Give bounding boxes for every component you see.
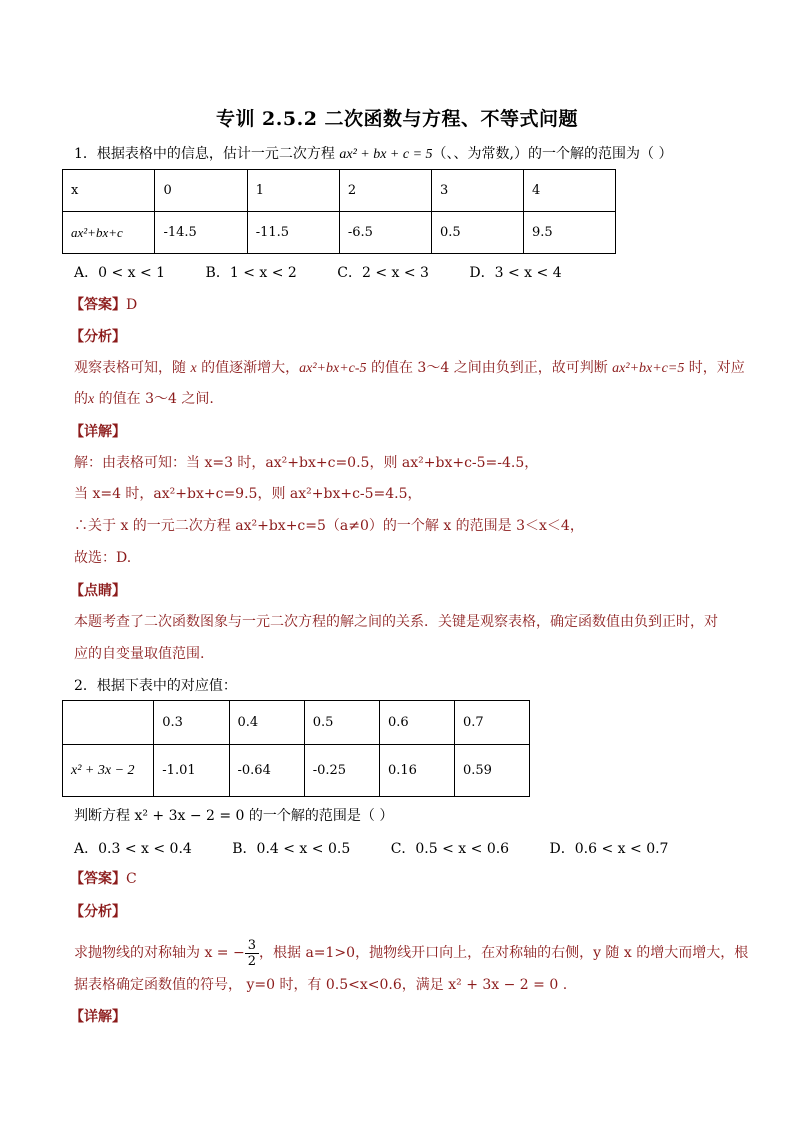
table-cell: -14.5 [155, 212, 247, 254]
q1-stem-post: （、、为常数,）的一个解的范围为（ ） [432, 146, 673, 162]
option-a[interactable]: A．0 < x < 1 [74, 265, 166, 281]
q2-analysis-line-2: 据表格确定函数值的符号， y=0 时，有 0.5<x<0.6，满足 x² + 3x − 2 = 0 . [74, 977, 568, 993]
q1-detail-line-2: 当 x=4 时，ax²+bx+c=9.5，则 ax²+bx+c-5=4.5， [74, 486, 422, 502]
table-cell: 0.4 [229, 701, 304, 745]
table-cell: 0.16 [379, 745, 454, 797]
table-cell: 0.5 [431, 212, 523, 254]
table-cell: -1.01 [154, 745, 229, 797]
option-c[interactable]: C．2 < x < 3 [337, 265, 429, 281]
analysis-text: 的值逐渐增大， [196, 360, 300, 376]
q2-analysis-line-1 [74, 936, 749, 970]
q2-answer [70, 869, 730, 889]
q1-detail-label: 【详解】 [70, 424, 126, 440]
page-title: 专训 2.5.2 二次函数与方程、不等式问题 [215, 108, 579, 130]
analysis-var: x [190, 361, 197, 376]
analysis-text: 的值在 3～4 之间. [94, 391, 214, 407]
table-cell: -11.5 [247, 212, 339, 254]
analysis-text: ，根据 a=1>0，抛物线开口向上，在对称轴的右侧，y 随 x 的增大而增大，根 [259, 945, 749, 961]
q1-table [62, 169, 616, 254]
q2-stem: 2．根据下表中的对应值： [74, 678, 237, 694]
q2-table [62, 700, 530, 797]
option-c[interactable]: C．0.5 < x < 0.6 [390, 841, 510, 857]
fraction-numerator: 3 [245, 938, 259, 954]
table-cell: 1 [247, 170, 339, 212]
table-cell: 0.5 [304, 701, 379, 745]
answer-label: 【答案】 [70, 297, 126, 313]
table-cell: 4 [523, 170, 615, 212]
q1-analysis-line-1 [74, 358, 745, 379]
table-row [63, 212, 616, 254]
q2-options [74, 838, 704, 858]
analysis-text: 的 [74, 391, 88, 407]
table-cell [63, 701, 154, 745]
q1-comment-line-2: 应的自变量取值范围. [74, 646, 205, 662]
table-cell: x² + 3x − 2 [63, 745, 154, 797]
table-cell: 9.5 [523, 212, 615, 254]
analysis-text: 的值在 3～4 之间由负到正，故可判断 [366, 360, 613, 376]
answer-value: D [126, 297, 138, 313]
table-row [63, 745, 530, 797]
option-b[interactable]: B．1 < x < 2 [205, 265, 297, 281]
analysis-text: 观察表格可知，随 [74, 360, 191, 376]
q1-stem [74, 144, 734, 165]
option-d[interactable]: D．3 < x < 4 [469, 265, 562, 281]
option-d[interactable]: D．0.6 < x < 0.7 [549, 841, 669, 857]
option-b[interactable]: B．0.4 < x < 0.5 [232, 841, 351, 857]
fraction-denominator: 2 [247, 953, 256, 969]
table-cell: 0.3 [154, 701, 229, 745]
table-row [63, 701, 530, 745]
table-cell: 0.6 [379, 701, 454, 745]
q1-stem-equation: ax² + bx + c = 5 [339, 147, 433, 162]
table-cell: 0.7 [454, 701, 529, 745]
q1-comment-line-1: 本题考查了二次函数图象与一元二次方程的解之间的关系．关键是观察表格，确定函数值由负到正时，对 [74, 614, 718, 630]
q1-options [74, 262, 598, 282]
table-cell: -0.25 [304, 745, 379, 797]
table-cell: ax²+bx+c [63, 212, 155, 254]
analysis-text: 求抛物线的对称轴为 x = − [74, 945, 245, 961]
q2-analysis-label: 【分析】 [70, 904, 126, 920]
q1-analysis-label: 【分析】 [70, 329, 126, 345]
q2-question: 判断方程 x² + 3x − 2 = 0 的一个解的范围是（ ） [74, 808, 394, 824]
table-cell: 0 [155, 170, 247, 212]
option-a[interactable]: A．0.3 < x < 0.4 [74, 841, 192, 857]
analysis-expr: ax²+bx+c=5 [612, 361, 685, 376]
table-cell: 2 [339, 170, 431, 212]
q1-detail-line-4: 故选：D. [74, 550, 132, 566]
q1-answer [70, 295, 730, 315]
q1-detail-line-3: ∴关于 x 的一元二次方程 ax²+bx+c=5（a≠0）的一个解 x 的范围是 3＜x＜4， [74, 518, 584, 534]
analysis-var: x [88, 392, 95, 407]
table-cell: 0.59 [454, 745, 529, 797]
table-cell: x [63, 170, 155, 212]
q2-detail-label: 【详解】 [70, 1009, 126, 1025]
q1-analysis-line-2 [74, 389, 734, 410]
q1-stem-pre: 1．根据表格中的信息，估计一元二次方程 [74, 146, 340, 162]
table-cell: -6.5 [339, 212, 431, 254]
answer-label: 【答案】 [70, 871, 126, 887]
analysis-text: 时，对应 [684, 360, 745, 376]
q1-comment-label: 【点睛】 [70, 583, 126, 599]
table-cell: -0.64 [229, 745, 304, 797]
table-cell: 3 [431, 170, 523, 212]
answer-value: C [126, 871, 137, 887]
fraction [245, 938, 259, 969]
q1-detail-line-1: 解：由表格可知：当 x=3 时，ax²+bx+c=0.5，则 ax²+bx+c-5=-4.5， [74, 455, 539, 471]
analysis-expr: ax²+bx+c-5 [299, 361, 367, 376]
table-row [63, 170, 616, 212]
